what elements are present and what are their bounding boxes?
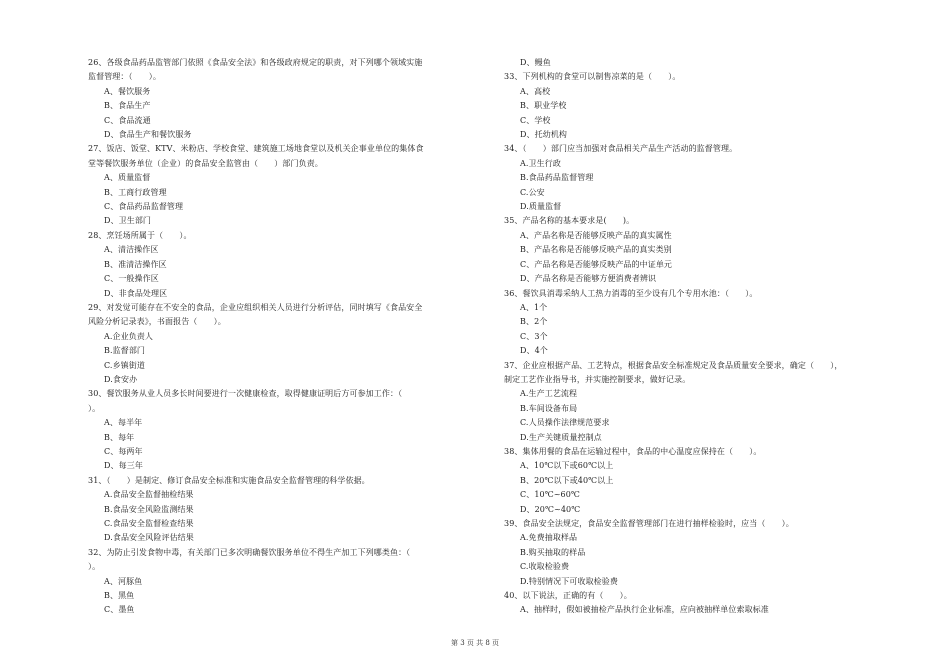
answer-option: A.食品安全监督抽检结果: [104, 490, 194, 500]
answer-option: D、托幼机构: [520, 130, 568, 140]
answer-option: A、每半年: [104, 418, 143, 428]
answer-option: C.收取检验费: [520, 562, 570, 572]
answer-option: B.监督部门: [104, 346, 146, 356]
answer-option: C、一般操作区: [104, 274, 159, 284]
answer-option: B、食品生产: [104, 101, 151, 111]
answer-option: A、餐饮服务: [104, 86, 151, 96]
answer-option: A、河豚鱼: [104, 576, 143, 586]
right-column: [504, 56, 904, 618]
question-text: 风险分析记录表》，书面报告（ ）。: [88, 317, 226, 327]
answer-option: C、3个: [520, 331, 548, 341]
answer-option: D、鳗鱼: [520, 58, 551, 67]
answer-option: C、食品流通: [104, 115, 151, 125]
answer-option: D.生产关键质量控制点: [520, 432, 602, 442]
answer-option: A、1个: [520, 302, 548, 312]
question-text: 32、为防止引发食物中毒，有关部门已多次明确餐饮服务单位不得生产加工下列哪类鱼：（: [88, 547, 411, 557]
answer-option: C.食品安全监督检查结果: [104, 519, 194, 528]
answer-option: A.卫生行政: [520, 158, 561, 168]
left-column: [88, 56, 488, 618]
answer-option: A.企业负责人: [104, 331, 154, 341]
answer-option: D、每三年: [104, 461, 143, 471]
answer-option: B、工商行政管理: [104, 187, 167, 197]
page-number: 第 3 页 共 8 页: [450, 639, 500, 647]
answer-option: B、产品名称是否能够反映产品的真实类别: [520, 245, 672, 255]
answer-option: C、墨鱼: [104, 605, 135, 615]
question-text: 37、企业应根据产品、工艺特点，根据食品安全标准规定及食品质量安全要求，确定（ ），: [504, 360, 843, 370]
question-text: 38、集体用餐的食品在运输过程中，食品的中心温度应保持在（ ）。: [504, 446, 762, 456]
question-text: 27、饭店、饭堂、KTV、米粉店、学校食堂、建筑施工场地食堂以及机关企事业单位的集体食: [88, 144, 424, 154]
answer-option: D、20℃~40℃: [520, 504, 581, 514]
question-text: 35、产品名称的基本要求是( )。: [504, 216, 635, 226]
question-text: ）。: [88, 403, 101, 413]
question-text: 制定工艺作业指导书，并实施控制要求，做好记录。: [504, 374, 691, 384]
answer-option: D、非食品处理区: [104, 288, 168, 298]
answer-option: C.人员操作法律规范要求: [520, 418, 610, 428]
answer-option: C、产品名称是否能够反映产品的中证单元: [520, 259, 673, 269]
answer-option: C、学校: [520, 115, 551, 125]
question-text: 40、以下说法，正确的有（ ）。: [504, 591, 632, 601]
question-text: 监督管理：（ ）。: [88, 72, 161, 82]
answer-option: A、清洁操作区: [104, 245, 159, 255]
answer-option: C.公安: [520, 187, 545, 197]
question-text: 39、食品安全法规定，食品安全监督管理部门在进行抽样检验时，应当（ ）。: [504, 519, 794, 528]
answer-option: A、抽样时，假如被抽检产品执行企业标准，应向被抽样单位索取标准: [520, 605, 769, 615]
answer-option: D.食安办: [104, 374, 138, 384]
answer-option: B、职业学校: [520, 101, 567, 111]
answer-option: D.食品安全风险评估结果: [104, 533, 194, 543]
question-text: 34、（ ）部门应当加强对食品相关产品生产活动的监督管理。: [504, 144, 738, 154]
answer-option: D、卫生部门: [104, 216, 152, 226]
answer-option: C.乡镇街道: [104, 360, 145, 370]
question-text: 36、餐饮具消毒采纳人工热力消毒的至少设有几个专用水池：（ ）。: [504, 288, 758, 298]
answer-option: B.食品药品监督管理: [520, 173, 594, 183]
question-text: 31、（ ）是制定、修订食品安全标准和实施食品安全监督管理的科学依据。: [88, 475, 370, 485]
answer-option: A.生产工艺流程: [520, 389, 578, 399]
question-text: 26、各级食品药品监管部门依照《食品安全法》和各级政府规定的职责，对下列哪个领域实施: [88, 58, 423, 67]
question-text: 33、下列机构的食堂可以制售凉菜的是（ ）。: [504, 72, 681, 82]
answer-option: A、产品名称是否能够反映产品的真实属性: [520, 230, 672, 240]
answer-option: B、每年: [104, 432, 135, 442]
answer-option: C、10℃~60℃: [520, 490, 580, 500]
answer-option: A、高校: [520, 86, 551, 96]
question-text: ）。: [88, 562, 101, 572]
question-text: 29、对发觉可能存在不安全的食品，企业应组织相关人员进行分析评估，同时填写《食品安全: [88, 302, 423, 312]
answer-option: D、产品名称是否能够方便消费者辨识: [520, 274, 657, 284]
question-text: 30、餐饮服务从业人员多长时间要进行一次健康检查，取得健康证明后方可参加工作：（: [88, 389, 403, 399]
answer-option: D.特别情况下可收取检验费: [520, 576, 618, 586]
answer-option: D.质量监督: [520, 202, 562, 212]
answer-option: D、食品生产和餐饮服务: [104, 130, 192, 140]
answer-option: C、每两年: [104, 446, 143, 456]
answer-option: B、2个: [520, 317, 548, 327]
answer-option: B、20℃以下或40℃以上: [520, 475, 614, 485]
answer-option: C、食品药品监督管理: [104, 202, 184, 212]
answer-option: B.食品安全风险监测结果: [104, 504, 194, 514]
answer-option: D、4个: [520, 346, 548, 356]
answer-option: B.车间设备布局: [520, 403, 578, 413]
answer-option: A.免费抽取样品: [520, 533, 578, 543]
question-text: 堂等餐饮服务单位（企业）的食品安全监管由（ ）部门负责。: [88, 158, 323, 168]
answer-option: A、10℃以下或60℃以上: [520, 461, 614, 471]
answer-option: A、质量监督: [104, 173, 151, 183]
answer-option: B、准清洁操作区: [104, 259, 167, 269]
question-text: 28、烹饪场所属于（ ）。: [88, 230, 192, 240]
answer-option: B、黑鱼: [104, 591, 135, 601]
answer-option: B.购买抽取的样品: [520, 547, 586, 557]
